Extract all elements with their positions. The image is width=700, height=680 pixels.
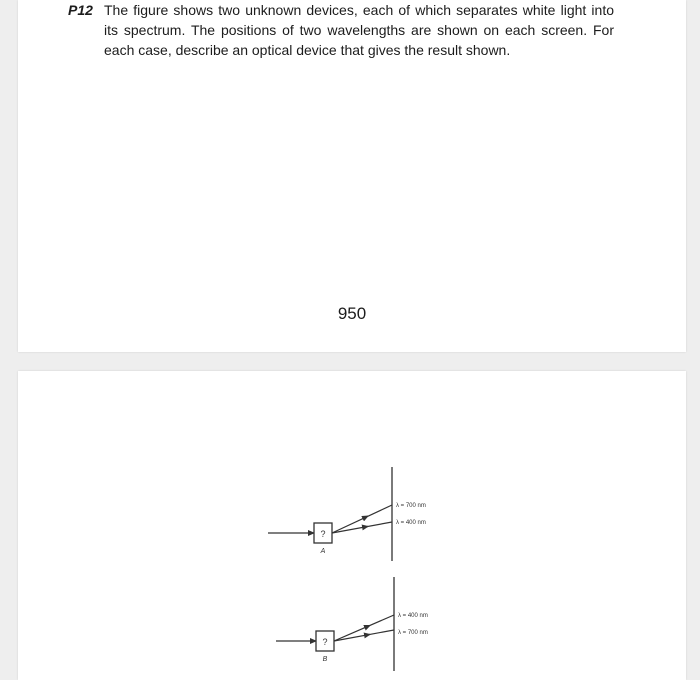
page-2 xyxy=(18,371,686,680)
device-b-ray-lower-arrow xyxy=(364,634,370,635)
device-b-lower-wavelength: λ = 700 nm xyxy=(398,630,428,636)
device-a-ray-upper-arrow xyxy=(362,516,368,519)
page-number: 950 xyxy=(337,304,367,323)
device-b-label: B xyxy=(322,656,328,663)
optics-figure xyxy=(18,371,686,680)
device-a-symbol: ? xyxy=(320,529,326,539)
device-a-ray-lower-arrow xyxy=(362,526,368,527)
device-b-diagram xyxy=(276,577,428,671)
device-a-diagram xyxy=(268,467,426,561)
device-a-upper-wavelength: λ = 700 nm xyxy=(396,503,426,509)
device-b-upper-wavelength: λ = 400 nm xyxy=(398,613,428,619)
device-a-label: A xyxy=(320,548,326,555)
problem-block xyxy=(68,0,614,60)
problem-text: The figure shows two unknown devices, each of which separates white light into its spectrum. The positions of two wavelengths are shown on each screen. For each case, describe an optical device that gives the result shown. xyxy=(104,2,614,58)
page-1 xyxy=(18,0,686,352)
device-b-symbol: ? xyxy=(322,637,328,647)
device-a-lower-wavelength: λ = 400 nm xyxy=(396,520,426,526)
device-b-ray-upper-arrow xyxy=(364,625,370,628)
problem-number: P12 xyxy=(68,2,93,18)
